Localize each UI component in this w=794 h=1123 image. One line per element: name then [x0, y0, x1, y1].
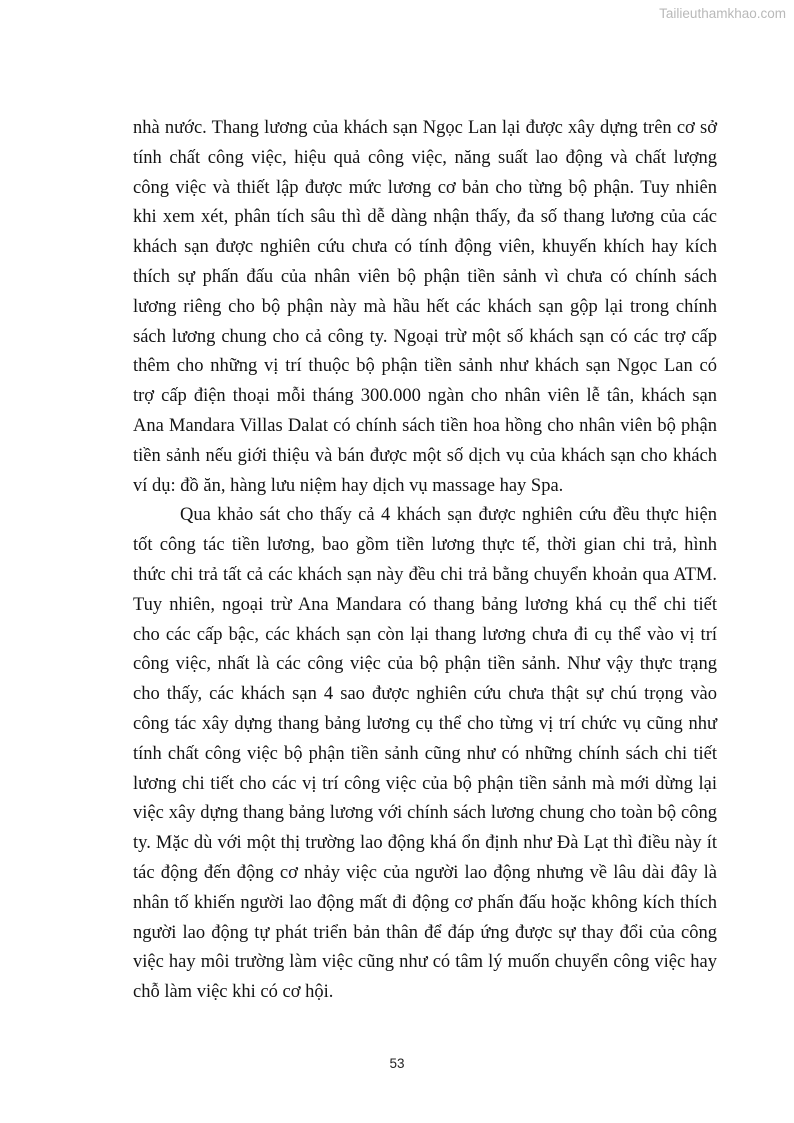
- text-line: cho các cấp bậc, các khách sạn còn lại thang lương chưa đi cụ thể vào vị trí: [133, 624, 717, 645]
- text-line: việc hay môi trường làm việc cũng như có tâm lý muốn chuyển công việc hay: [133, 952, 717, 973]
- text-line: tốt công tác tiền lương, bao gồm tiền lương thực tế, thời gian chi trả, hình: [133, 535, 717, 556]
- text-line: việc xây dựng thang bảng lương với chính sách lương chung cho toàn bộ công: [133, 803, 717, 824]
- text-line: ví dụ: đồ ăn, hàng lưu niệm hay dịch vụ massage hay Spa.: [133, 475, 564, 496]
- paragraph: [133, 501, 717, 1008]
- text-line: trợ cấp điện thoại mỗi tháng 300.000 ngàn cho nhân viên lễ tân, khách sạn: [133, 386, 717, 407]
- text-line: tính chất công việc bộ phận tiền sảnh cũng như có những chính sách chi tiết: [133, 743, 717, 764]
- text-line: cho thấy, các khách sạn 4 sao được nghiên cứu chưa thật sự chú trọng vào: [133, 684, 717, 705]
- page-number: 53: [389, 1056, 405, 1071]
- text-line: lương chi tiết cho các vị trí công việc của bộ phận tiền sảnh mà mới dừng lại: [133, 773, 717, 794]
- watermark-text: Tailieuthamkhao.com: [659, 6, 786, 21]
- paragraph: [133, 114, 717, 501]
- text-line: thức chi trả tất cả các khách sạn này đều chi trả bằng chuyển khoản qua ATM.: [133, 564, 717, 585]
- text-line: nhân tố khiến người lao động mất đi động cơ phấn đấu hoặc không kích thích: [133, 892, 717, 913]
- text-line: chỗ làm việc khi có cơ hội.: [133, 982, 334, 1003]
- text-line: sách lương chung cho cả công ty. Ngoại trừ một số khách sạn có các trợ cấp: [133, 326, 717, 347]
- text-line: tiền sảnh nếu giới thiệu và bán được một số dịch vụ của khách sạn cho khách: [133, 445, 717, 466]
- text-line: tính chất công việc, hiệu quả công việc, năng suất lao động và chất lượng: [133, 147, 717, 168]
- document-body: [133, 114, 717, 1008]
- text-line: công việc, nhất là các công việc của bộ phận tiền sảnh. Như vậy thực trạng: [133, 654, 717, 675]
- text-line: thêm cho những vị trí thuộc bộ phận tiền sảnh như khách sạn Ngọc Lan có: [133, 356, 717, 377]
- text-line: nhà nước. Thang lương của khách sạn Ngọc Lan lại được xây dựng trên cơ sở: [133, 118, 717, 138]
- text-line: ty. Mặc dù với một thị trường lao động khá ổn định như Đà Lạt thì điều này ít: [133, 833, 717, 854]
- text-line: lương riêng cho bộ phận này mà hầu hết các khách sạn gộp lại trong chính: [133, 296, 717, 317]
- text-line: công tác xây dựng thang bảng lương cụ thể cho từng vị trí chức vụ cũng như: [133, 713, 717, 734]
- text-line: khi xem xét, phân tích sâu thì dễ dàng nhận thấy, đa số thang lương của các: [133, 207, 717, 228]
- text-line: khách sạn được nghiên cứu chưa có tính động viên, khuyến khích hay kích: [133, 237, 717, 258]
- text-line: tác động đến động cơ nhảy việc của người lao động nhưng về lâu dài đây là: [133, 862, 717, 883]
- text-line: người lao động tự phát triển bản thân để đáp ứng được sự thay đổi của công: [133, 922, 717, 943]
- text-line: công việc và thiết lập được mức lương cơ bản cho từng bộ phận. Tuy nhiên: [133, 177, 717, 198]
- text-line: Tuy nhiên, ngoại trừ Ana Mandara có thang bảng lương khá cụ thể chi tiết: [133, 594, 717, 615]
- text-line: Qua khảo sát cho thấy cả 4 khách sạn được nghiên cứu đều thực hiện: [180, 505, 717, 526]
- text-line: Ana Mandara Villas Dalat có chính sách tiền hoa hồng cho nhân viên bộ phận: [133, 415, 717, 436]
- text-line: thích sự phấn đấu của nhân viên bộ phận tiền sảnh vì chưa có chính sách: [133, 266, 717, 287]
